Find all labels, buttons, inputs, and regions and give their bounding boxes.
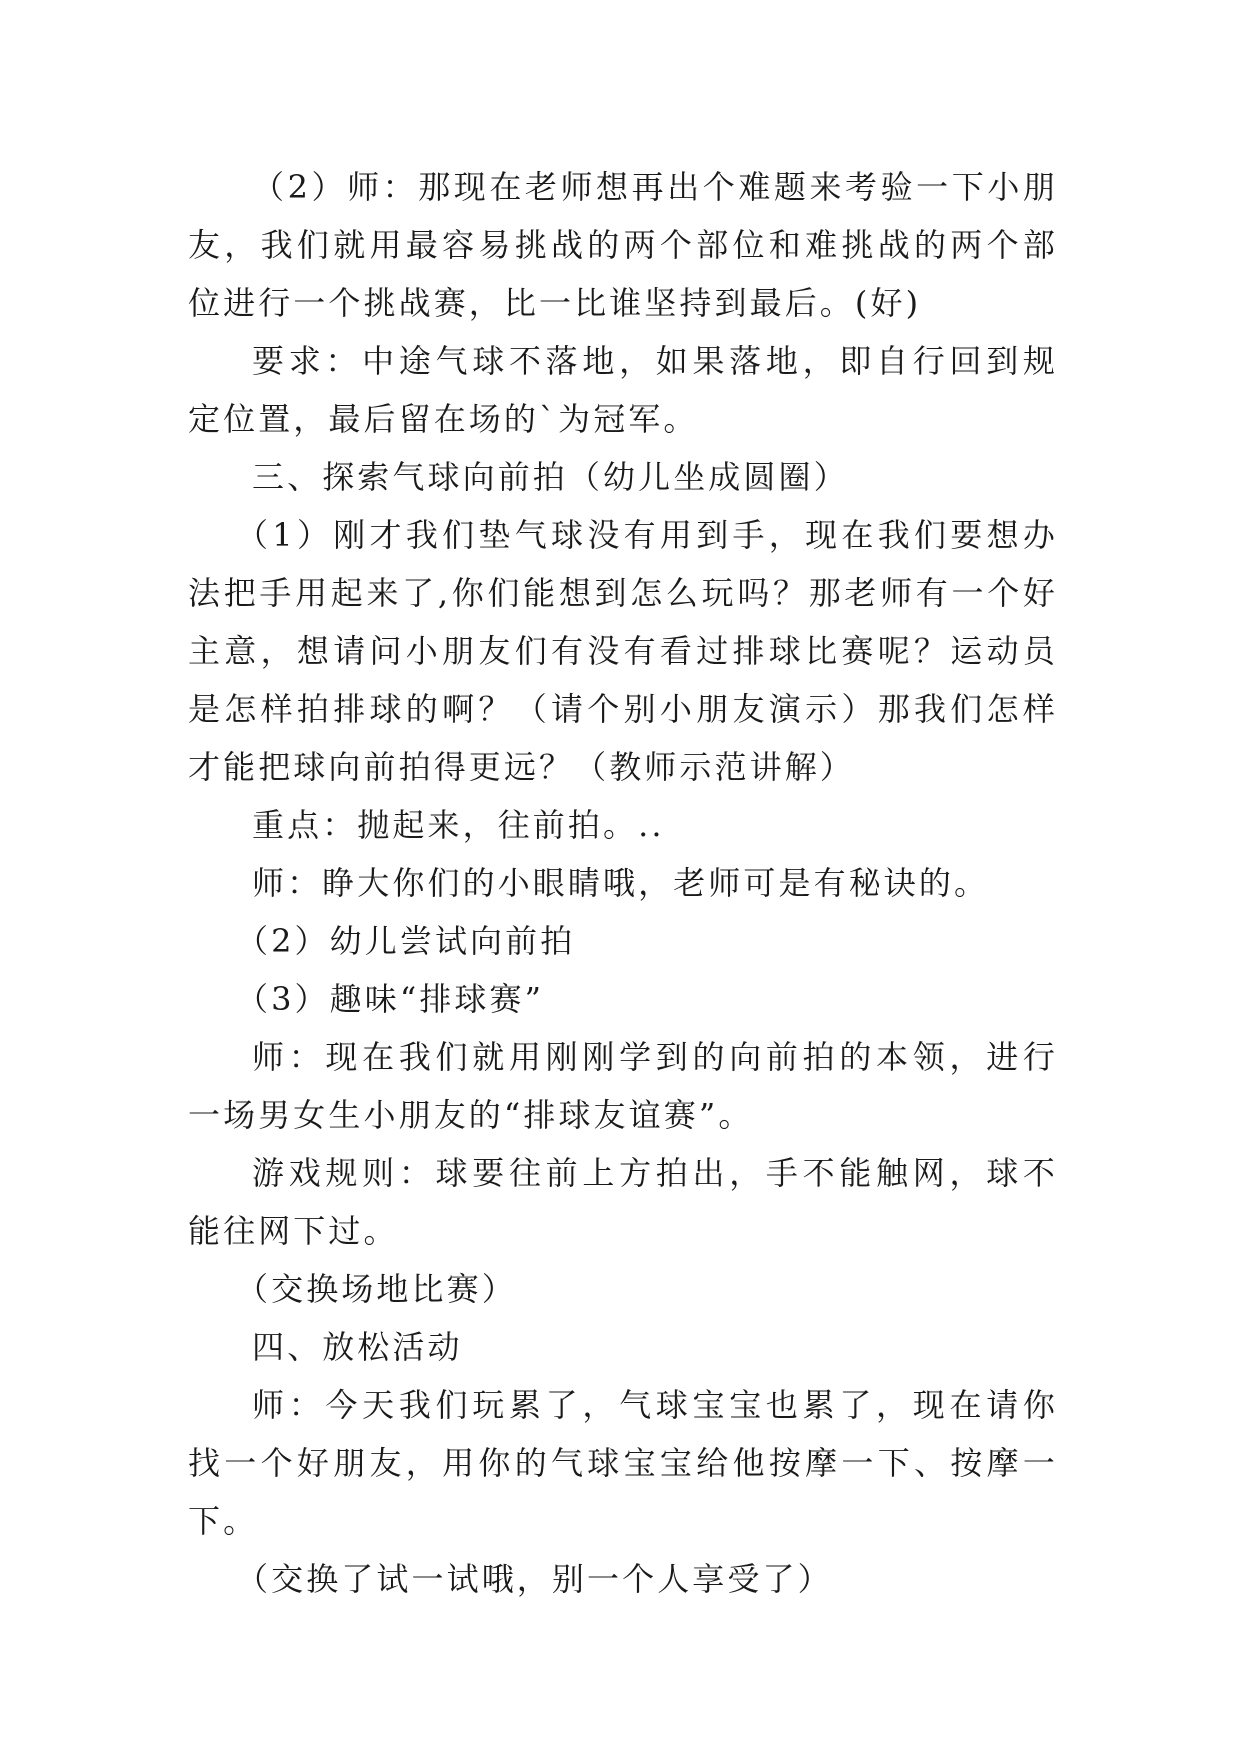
paragraph-fun-volleyball: （3）趣味“排球赛” xyxy=(236,980,545,1018)
document-page xyxy=(188,158,1058,1608)
section-heading-relax: 四、放松活动 xyxy=(252,1328,463,1366)
paragraph-requirement: 要求：中途气球不落地，如果落地，即自行回到规定位置，最后留在场的`为冠军。 xyxy=(188,342,1058,438)
paragraph-massage: 师：今天我们玩累了，气球宝宝也累了，现在请你找一个好朋友，用你的气球宝宝给他按摩一下、按摩一下。 xyxy=(188,1386,1058,1540)
section-heading-explore: 三、探索气球向前拍（幼儿坐成圆圈） xyxy=(252,458,849,496)
paragraph-explore-1: （1）刚才我们垫气球没有用到手，现在我们要想办法把手用起来了,你们能想到怎么玩吗？那老师有一个好主意，想请问小朋友们有没有看过排球比赛呢？运动员是怎样拍排球的啊？（请个别小朋友演示）那我们怎样才能把球向前拍得更远？（教师示范讲解） xyxy=(188,516,1058,786)
paragraph-game-rules: 游戏规则：球要往前上方拍出，手不能触网，球不能往网下过。 xyxy=(188,1154,1058,1250)
paragraph-children-try: （2）幼儿尝试向前拍 xyxy=(236,922,576,960)
paragraph-take-turns: （交换了试一试哦，别一个人享受了） xyxy=(236,1560,833,1598)
paragraph-key-point: 重点：抛起来，往前拍。.. xyxy=(252,806,665,844)
paragraph-challenge: （2）师：那现在老师想再出个难题来考验一下小朋友，我们就用最容易挑战的两个部位和难挑战的两个部位进行一个挑战赛，比一比谁坚持到最后。(好) xyxy=(188,168,1058,322)
paragraph-teacher-secret: 师：睁大你们的小眼睛哦，老师可是有秘诀的。 xyxy=(252,864,990,902)
paragraph-switch-sides: （交换场地比赛） xyxy=(236,1270,517,1308)
paragraph-friendly-match: 师：现在我们就用刚刚学到的向前拍的本领，进行一场男女生小朋友的“排球友谊赛”。 xyxy=(188,1038,1058,1134)
